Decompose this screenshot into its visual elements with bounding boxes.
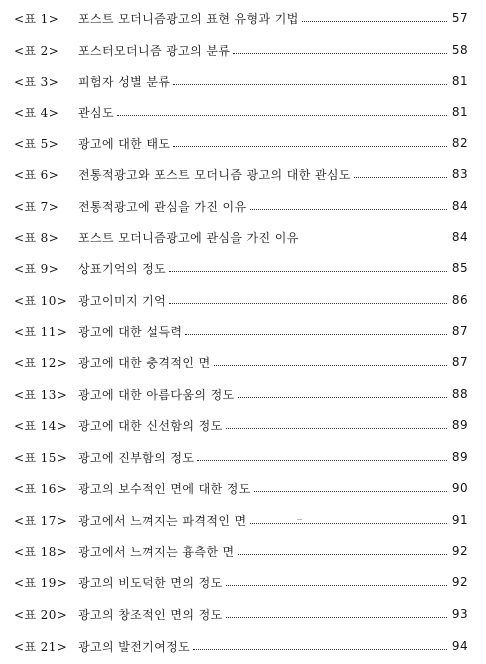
dot-leader xyxy=(197,460,447,461)
page-number: 82 xyxy=(451,136,468,150)
scan-mark xyxy=(297,519,302,520)
dot-leader xyxy=(238,554,447,555)
table-title: 피험자 성별 분류 xyxy=(78,74,171,89)
page-number: 90 xyxy=(451,481,468,495)
page-number: 92 xyxy=(451,575,468,589)
dot-leader xyxy=(173,84,447,85)
dot-leader xyxy=(250,523,447,524)
table-title: 상표기억의 정도 xyxy=(78,261,167,276)
toc-entry xyxy=(14,510,468,530)
toc-entry xyxy=(14,164,468,184)
dot-leader xyxy=(302,21,447,22)
page-number: 57 xyxy=(451,11,468,25)
toc-entry xyxy=(14,636,468,656)
page-number: 58 xyxy=(451,43,468,57)
page-number: 81 xyxy=(451,74,468,88)
toc-entry xyxy=(14,8,468,28)
dot-leader xyxy=(193,649,447,650)
table-number: <표 2> xyxy=(14,43,60,58)
toc-entry xyxy=(14,604,468,624)
page-number: 86 xyxy=(451,293,468,307)
page-number: 93 xyxy=(451,607,468,621)
table-number: <표 3> xyxy=(14,74,60,89)
dot-leader xyxy=(214,365,447,366)
page-number: 87 xyxy=(451,324,468,338)
table-number: <표 16> xyxy=(14,481,68,496)
toc-entry xyxy=(14,447,468,467)
table-number: <표 1> xyxy=(14,11,60,26)
table-title: 광고의 창조적인 면의 정도 xyxy=(78,607,223,622)
dot-leader xyxy=(117,115,447,116)
toc-entry xyxy=(14,478,468,498)
toc-entry xyxy=(14,352,468,372)
page-number: 91 xyxy=(451,513,468,527)
table-number: <표 11> xyxy=(14,324,68,339)
table-title: 포스트 모더니즘광고에 관심을 가진 이유 xyxy=(78,230,299,245)
table-title: 광고에 대한 설득력 xyxy=(78,324,183,339)
dot-leader xyxy=(169,271,447,272)
toc-entry xyxy=(14,321,468,341)
page-number: 89 xyxy=(451,450,468,464)
toc-entry xyxy=(14,133,468,153)
page-number: 84 xyxy=(451,199,468,213)
dot-leader xyxy=(238,397,447,398)
toc-entry xyxy=(14,290,468,310)
table-title: 광고에서 느껴지는 파격적인 면 xyxy=(78,513,247,528)
table-title: 광고의 비도덕한 면의 정도 xyxy=(78,575,223,590)
dot-leader xyxy=(173,146,447,147)
table-title: 광고에 진부함의 정도 xyxy=(78,450,195,465)
table-number: <표 7> xyxy=(14,199,60,214)
table-title: 광고에 대한 충격적인 면 xyxy=(78,355,211,370)
table-number: <표 8> xyxy=(14,230,60,245)
toc-entry xyxy=(14,71,468,91)
table-number: <표 15> xyxy=(14,450,68,465)
table-number: <표 20> xyxy=(14,607,68,622)
table-title: 광고에 대한 신선함의 정도 xyxy=(78,418,223,433)
toc-entry xyxy=(14,196,468,216)
table-title: 광고의 보수적인 면에 대한 정도 xyxy=(78,481,251,496)
toc-entry xyxy=(14,102,468,122)
dot-leader xyxy=(185,334,447,335)
table-number: <표 12> xyxy=(14,355,68,370)
table-title: 광고에 대한 태도 xyxy=(78,136,171,151)
table-title: 관심도 xyxy=(78,105,114,120)
table-number: <표 21> xyxy=(14,639,68,654)
dot-leader xyxy=(233,53,447,54)
table-title: 포스터모더니즘 광고의 분류 xyxy=(78,43,231,58)
dot-leader xyxy=(254,491,447,492)
toc-entry xyxy=(14,227,468,247)
toc-entry xyxy=(14,541,468,561)
toc-entry xyxy=(14,415,468,435)
table-title: 전통적광고와 포스트 모더니즘 광고의 대한 관심도 xyxy=(78,167,351,182)
table-number: <표 4> xyxy=(14,105,60,120)
table-number: <표 10> xyxy=(14,293,68,308)
toc-entry xyxy=(14,258,468,278)
dot-leader xyxy=(169,303,447,304)
dot-leader xyxy=(226,585,447,586)
table-title: 전통적광고에 관심을 가진 이유 xyxy=(78,199,247,214)
table-title: 포스트 모더니즘광고의 표현 유형과 기법 xyxy=(78,11,299,26)
table-number: <표 14> xyxy=(14,418,68,433)
table-number: <표 17> xyxy=(14,513,68,528)
page-number: 83 xyxy=(451,167,468,181)
table-number: <표 19> xyxy=(14,575,68,590)
toc-entry xyxy=(14,572,468,592)
table-title: 광고에서 느껴지는 흉측한 면 xyxy=(78,544,235,559)
toc-entry xyxy=(14,384,468,404)
page-number: 89 xyxy=(451,418,468,432)
table-number: <표 9> xyxy=(14,261,60,276)
page-number: 85 xyxy=(451,261,468,275)
table-title: 광고에 대한 아름다움의 정도 xyxy=(78,387,235,402)
toc-entry xyxy=(14,40,468,60)
dot-leader xyxy=(226,617,447,618)
page-number: 81 xyxy=(451,105,468,119)
page-number: 88 xyxy=(451,387,468,401)
table-number: <표 6> xyxy=(14,167,60,182)
table-number: <표 5> xyxy=(14,136,60,151)
dot-leader xyxy=(250,209,447,210)
dot-leader xyxy=(226,428,447,429)
page-number: 84 xyxy=(451,230,468,244)
page-number: 94 xyxy=(451,639,468,653)
table-number: <표 13> xyxy=(14,387,68,402)
dot-leader xyxy=(354,177,447,178)
table-title: 광고이미지 기억 xyxy=(78,293,167,308)
table-number: <표 18> xyxy=(14,544,68,559)
page-number: 92 xyxy=(451,544,468,558)
page-number: 87 xyxy=(451,355,468,369)
table-title: 광고의 발전기여정도 xyxy=(78,639,191,654)
